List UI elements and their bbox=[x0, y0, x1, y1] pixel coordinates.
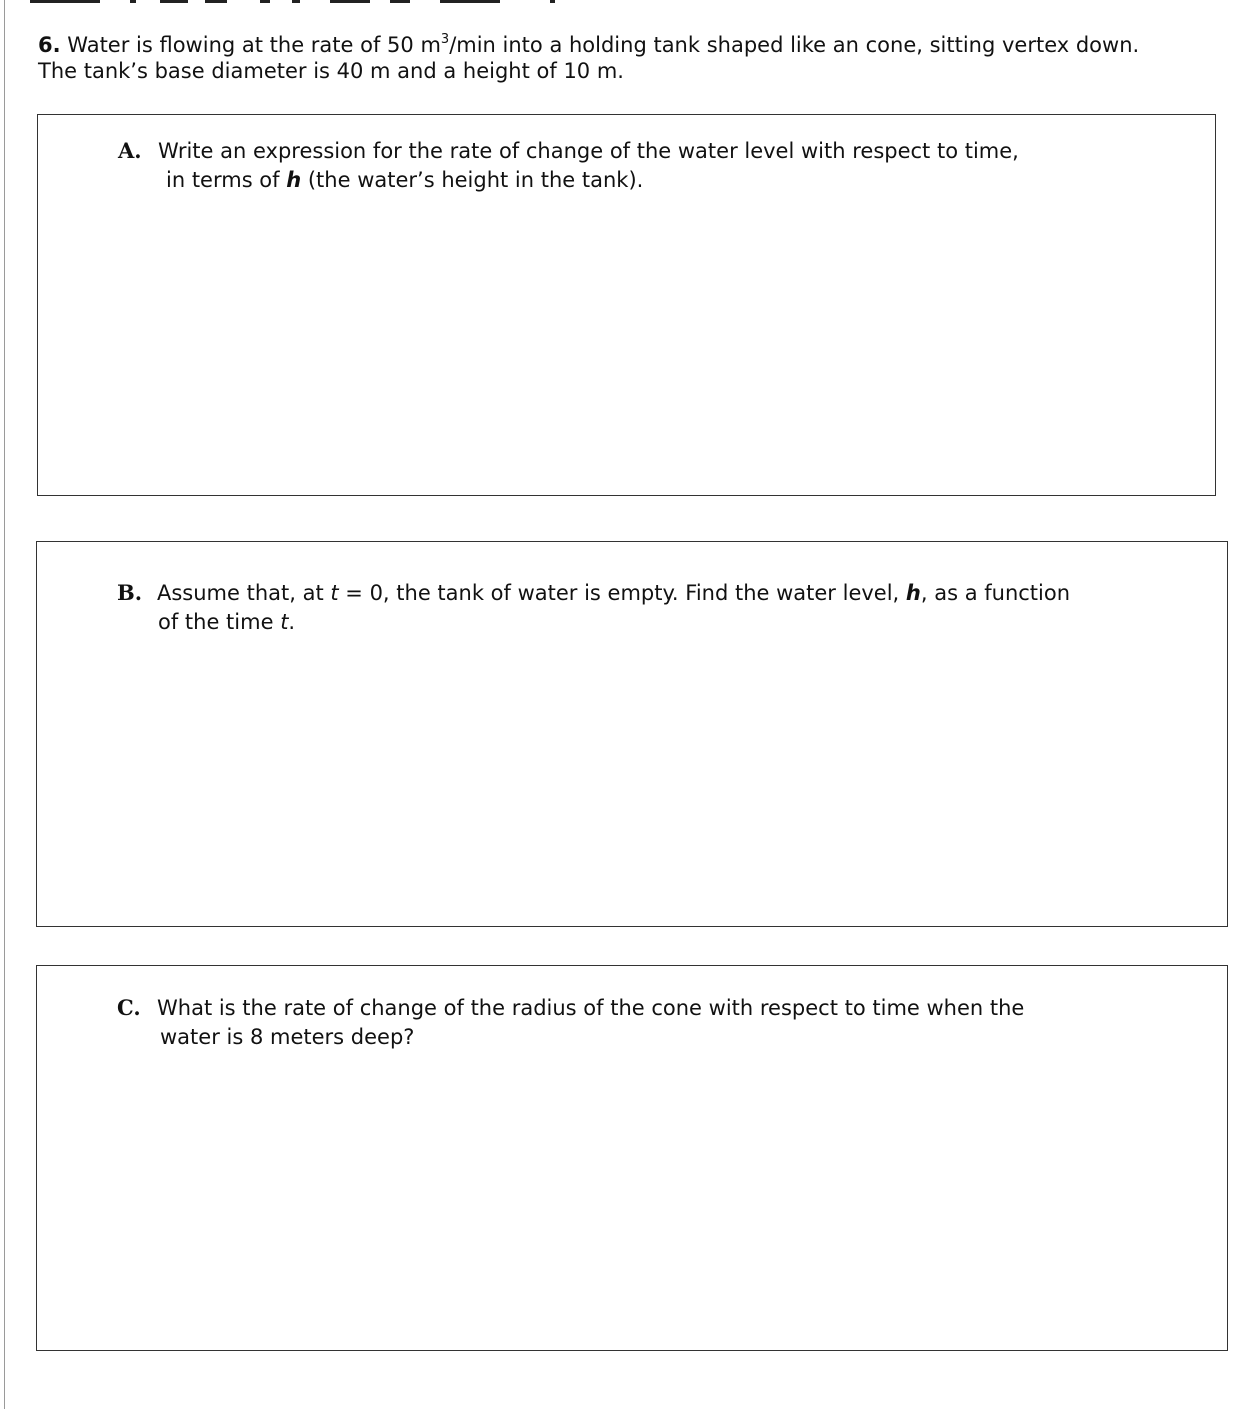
text-segment: , as a function bbox=[920, 581, 1071, 605]
text-segment: (the water’s height in the tank). bbox=[301, 168, 644, 192]
variable-h: h bbox=[286, 168, 302, 192]
text-segment: Assume that, at bbox=[157, 581, 331, 605]
text-segment: = 0, the tank of water is empty. Find the water level, bbox=[338, 581, 906, 605]
part-letter: C. bbox=[117, 995, 141, 1020]
variable-h: h bbox=[905, 581, 921, 605]
answer-box-c[interactable] bbox=[36, 965, 1228, 1351]
question-number: 6. bbox=[38, 33, 61, 57]
question-text-part: /min into a holding tank shaped like an cone, sitting vertex down. bbox=[449, 33, 1140, 57]
text-segment: in terms of bbox=[166, 168, 287, 192]
part-a-line-1: Write an expression for the rate of change of the water level with respect to time, bbox=[158, 139, 1019, 163]
cropped-heading-remnant bbox=[30, 0, 590, 3]
part-b-line-2 bbox=[117, 608, 1070, 637]
question-line-2: The tank’s base diameter is 40 m and a height of 10 m. bbox=[38, 59, 624, 83]
question-prompt bbox=[38, 32, 1243, 84]
part-b-prompt bbox=[117, 578, 1070, 637]
variable-t: t bbox=[280, 610, 289, 634]
part-a-line-2 bbox=[118, 166, 1019, 195]
variable-t: t bbox=[330, 581, 339, 605]
part-c-prompt bbox=[117, 993, 1024, 1052]
text-segment: . bbox=[288, 610, 296, 634]
answer-box-b[interactable] bbox=[36, 541, 1228, 927]
exponent: 3 bbox=[440, 32, 450, 47]
part-c-line-1: What is the rate of change of the radius of the cone with respect to time when the bbox=[157, 996, 1025, 1020]
text-segment: of the time bbox=[158, 610, 281, 634]
question-text-part: Water is flowing at the rate of 50 m bbox=[67, 33, 441, 57]
part-letter: A. bbox=[118, 138, 142, 163]
answer-box-a[interactable] bbox=[37, 114, 1216, 496]
part-c-line-2: water is 8 meters deep? bbox=[160, 1025, 415, 1049]
part-a-prompt bbox=[118, 136, 1019, 195]
page-left-border bbox=[4, 0, 5, 1409]
question-line-1 bbox=[38, 32, 1243, 58]
part-letter: B. bbox=[117, 580, 143, 605]
